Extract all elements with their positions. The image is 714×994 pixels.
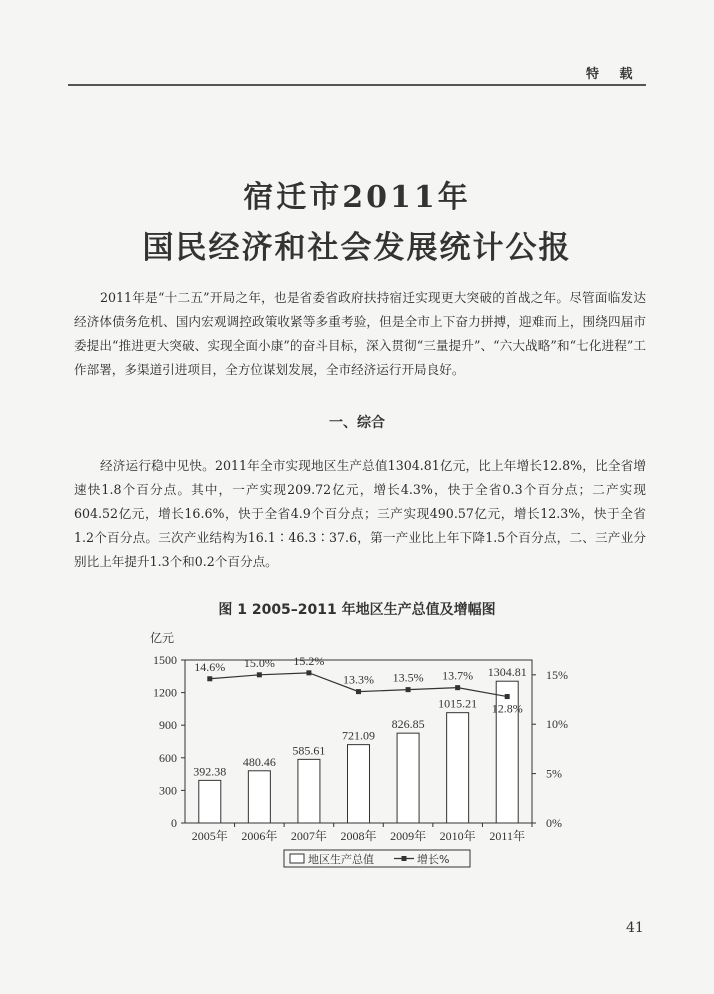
growth-label: 15.0%	[243, 655, 275, 670]
growth-label: 12.8%	[491, 701, 523, 716]
gdp-bar-label: 1015.21	[438, 696, 478, 711]
y-tick-label: 0	[171, 816, 177, 830]
growth-point	[207, 676, 212, 681]
gdp-bar-label: 392.38	[193, 764, 227, 779]
gdp-bar-label: 1304.81	[487, 665, 527, 680]
growth-point	[306, 670, 311, 675]
x-tick-label: 2009年	[390, 829, 427, 843]
gdp-bar	[397, 733, 419, 823]
growth-label: 14.6%	[194, 659, 226, 674]
legend-bar-swatch	[290, 854, 304, 863]
growth-label: 13.7%	[442, 668, 474, 683]
gdp-bar-label: 480.46	[242, 754, 276, 769]
legend-bar-label: 地区生产总值	[308, 853, 374, 866]
figure-title: 图 1 2005–2011 年地区生产总值及增幅图	[218, 602, 496, 618]
legend-line-label: 增长%	[417, 853, 450, 866]
page-number: 41	[626, 920, 644, 936]
growth-point	[455, 685, 460, 690]
section-paragraph: 经济运行稳中见快。2011年全市实现地区生产总值1304.81亿元，比上年增长12.8%，比全省增速快1.8个百分点。其中，一产实现209.72亿元，增长4.3%，快于全省0.3个百分点；二产实现604.52亿元，增长16.6%，快于全省4.9个百分点；三产实现490.57亿元，增长12.3%，快于全省1.2个百分点。三次产业结构为16.1∶46.3∶37.6，第一产业比上年下降1.5个百分点，二、三产业分别比上年提升1.3个和0.2个百分点。	[74, 458, 646, 569]
page-title-line1: 宿迁市2011年	[243, 180, 471, 215]
gdp-bar-label: 721.09	[342, 728, 375, 743]
growth-point	[406, 687, 411, 692]
growth-label: 13.3%	[343, 672, 374, 687]
growth-point	[257, 672, 262, 677]
y-right-tick-label: 15%	[546, 667, 568, 682]
y-right-tick-label: 0%	[546, 816, 562, 830]
gdp-bar	[447, 713, 469, 823]
y-tick-label: 600	[159, 750, 177, 765]
y-right-tick-label: 5%	[546, 766, 562, 781]
growth-label: 15.2%	[293, 653, 325, 668]
y-right-tick-label: 10%	[546, 717, 568, 732]
growth-label: 13.5%	[392, 670, 424, 685]
x-tick-label: 2011年	[489, 829, 525, 843]
gdp-bar	[248, 771, 270, 823]
y-tick-label: 1200	[153, 685, 177, 700]
x-tick-label: 2007年	[290, 829, 327, 843]
y-axis-label: 亿元	[150, 631, 175, 645]
x-tick-label: 2005年	[191, 829, 228, 843]
gdp-bar-label: 585.61	[292, 743, 326, 758]
gdp-bar	[348, 745, 370, 823]
legend-line-marker	[402, 856, 407, 861]
x-tick-label: 2008年	[340, 829, 377, 843]
y-tick-label: 300	[159, 783, 177, 798]
plot-area	[153, 653, 568, 867]
gdp-bar-label: 826.85	[391, 717, 425, 732]
y-tick-label: 1500	[153, 653, 177, 667]
gdp-bar	[298, 759, 320, 823]
y-tick-label: 900	[159, 718, 177, 733]
section-heading: 一、综合	[329, 415, 385, 431]
gdp-bar	[199, 780, 221, 823]
growth-point	[505, 694, 510, 699]
page-title-line2: 国民经济和社会发展统计公报	[142, 230, 572, 266]
x-tick-label: 2006年	[241, 829, 278, 843]
intro-paragraph: 2011年是“十二五”开局之年，也是省委省政府扶持宿迁实现更大突破的首战之年。尽管面临发达经济体债务危机、国内宏观调控政策收紧等多重考验，但是全市上下奋力拼搏，迎难而上，围绕四届市委提出“推进更大突破、实现全面小康”的奋斗目标，深入贯彻“三量提升”、“六大战略”和“七化进程”工作部署，多渠道引进项目，全方位谋划发展，全市经济运行开局良好。	[74, 290, 646, 377]
x-tick-label: 2010年	[439, 829, 476, 843]
section-tag: 特 载	[586, 67, 641, 82]
growth-point	[356, 689, 361, 694]
